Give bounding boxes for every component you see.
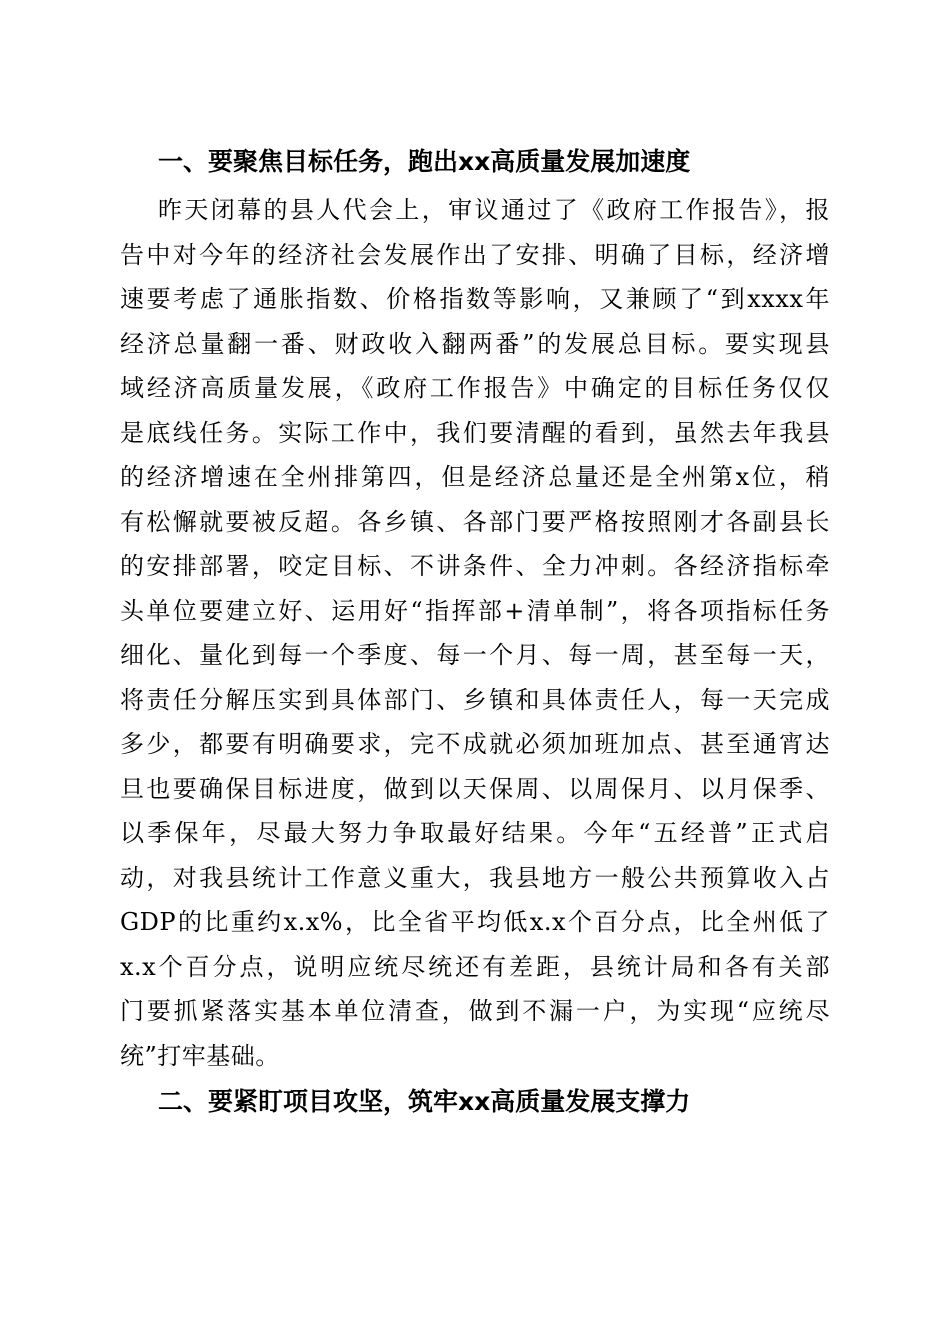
paragraph-line: GDP的比重约x.x%，比全省平均低x.x个百分点，比全州低了 [120, 908, 830, 936]
paragraph-line: 的经济增速在全州排第四，但是经济总量还是全州第x位，稍 [120, 463, 830, 491]
paragraph-line: 以季保年，尽最大努力争取最好结果。今年“五经普”正式启 [120, 819, 830, 847]
paragraph-line: x.x个百分点，说明应统尽统还有差距，县统计局和各有关部 [120, 953, 830, 981]
paragraph-line: 细化、量化到每一个季度、每一个月、每一周，甚至每一天， [120, 641, 830, 669]
paragraph-line: 头单位要建立好、运用好“指挥部+清单制”，将各项指标任务 [120, 597, 830, 625]
paragraph-line: 经济总量翻一番、财政收入翻两番”的发展总目标。要实现县 [120, 330, 830, 358]
paragraph-line: 的安排部署，咬定目标、不讲条件、全力冲刺。各经济指标牵 [120, 552, 830, 580]
paragraph-line: 昨天闭幕的县人代会上，审议通过了《政府工作报告》，报 [158, 196, 830, 224]
paragraph-line: 域经济高质量发展，《政府工作报告》中确定的目标任务仅仅 [120, 374, 830, 402]
paragraph-line: 将责任分解压实到具体部门、乡镇和具体责任人，每一天完成 [120, 686, 830, 714]
paragraph-line: 告中对今年的经济社会发展作出了安排、明确了目标，经济增 [120, 241, 830, 269]
paragraph-line: 旦也要确保目标进度，做到以天保周、以周保月、以月保季、 [120, 775, 830, 803]
paragraph-line: 是底线任务。实际工作中，我们要清醒的看到，虽然去年我县 [120, 419, 830, 447]
paragraph-line: 门要抓紧落实基本单位清查，做到不漏一户，为实现“应统尽 [120, 997, 830, 1025]
paragraph-line: 速要考虑了通胀指数、价格指数等影响，又兼顾了“到xxxx年 [120, 285, 830, 313]
paragraph-line: 有松懈就要被反超。各乡镇、各部门要严格按照刚才各副县长 [120, 508, 830, 536]
paragraph-line: 动，对我县统计工作意义重大，我县地方一般公共预算收入占 [120, 864, 830, 892]
section-heading-1: 一、要聚焦目标任务，跑出xx高质量发展加速度 [158, 147, 691, 176]
section-heading-2: 二、要紧盯项目攻坚，筑牢xx高质量发展支撑力 [158, 1087, 691, 1116]
paragraph-line: 多少，都要有明确要求，完不成就必须加班加点、甚至通宵达 [120, 730, 830, 758]
paragraph-line: 统”打牢基础。 [120, 1042, 280, 1070]
